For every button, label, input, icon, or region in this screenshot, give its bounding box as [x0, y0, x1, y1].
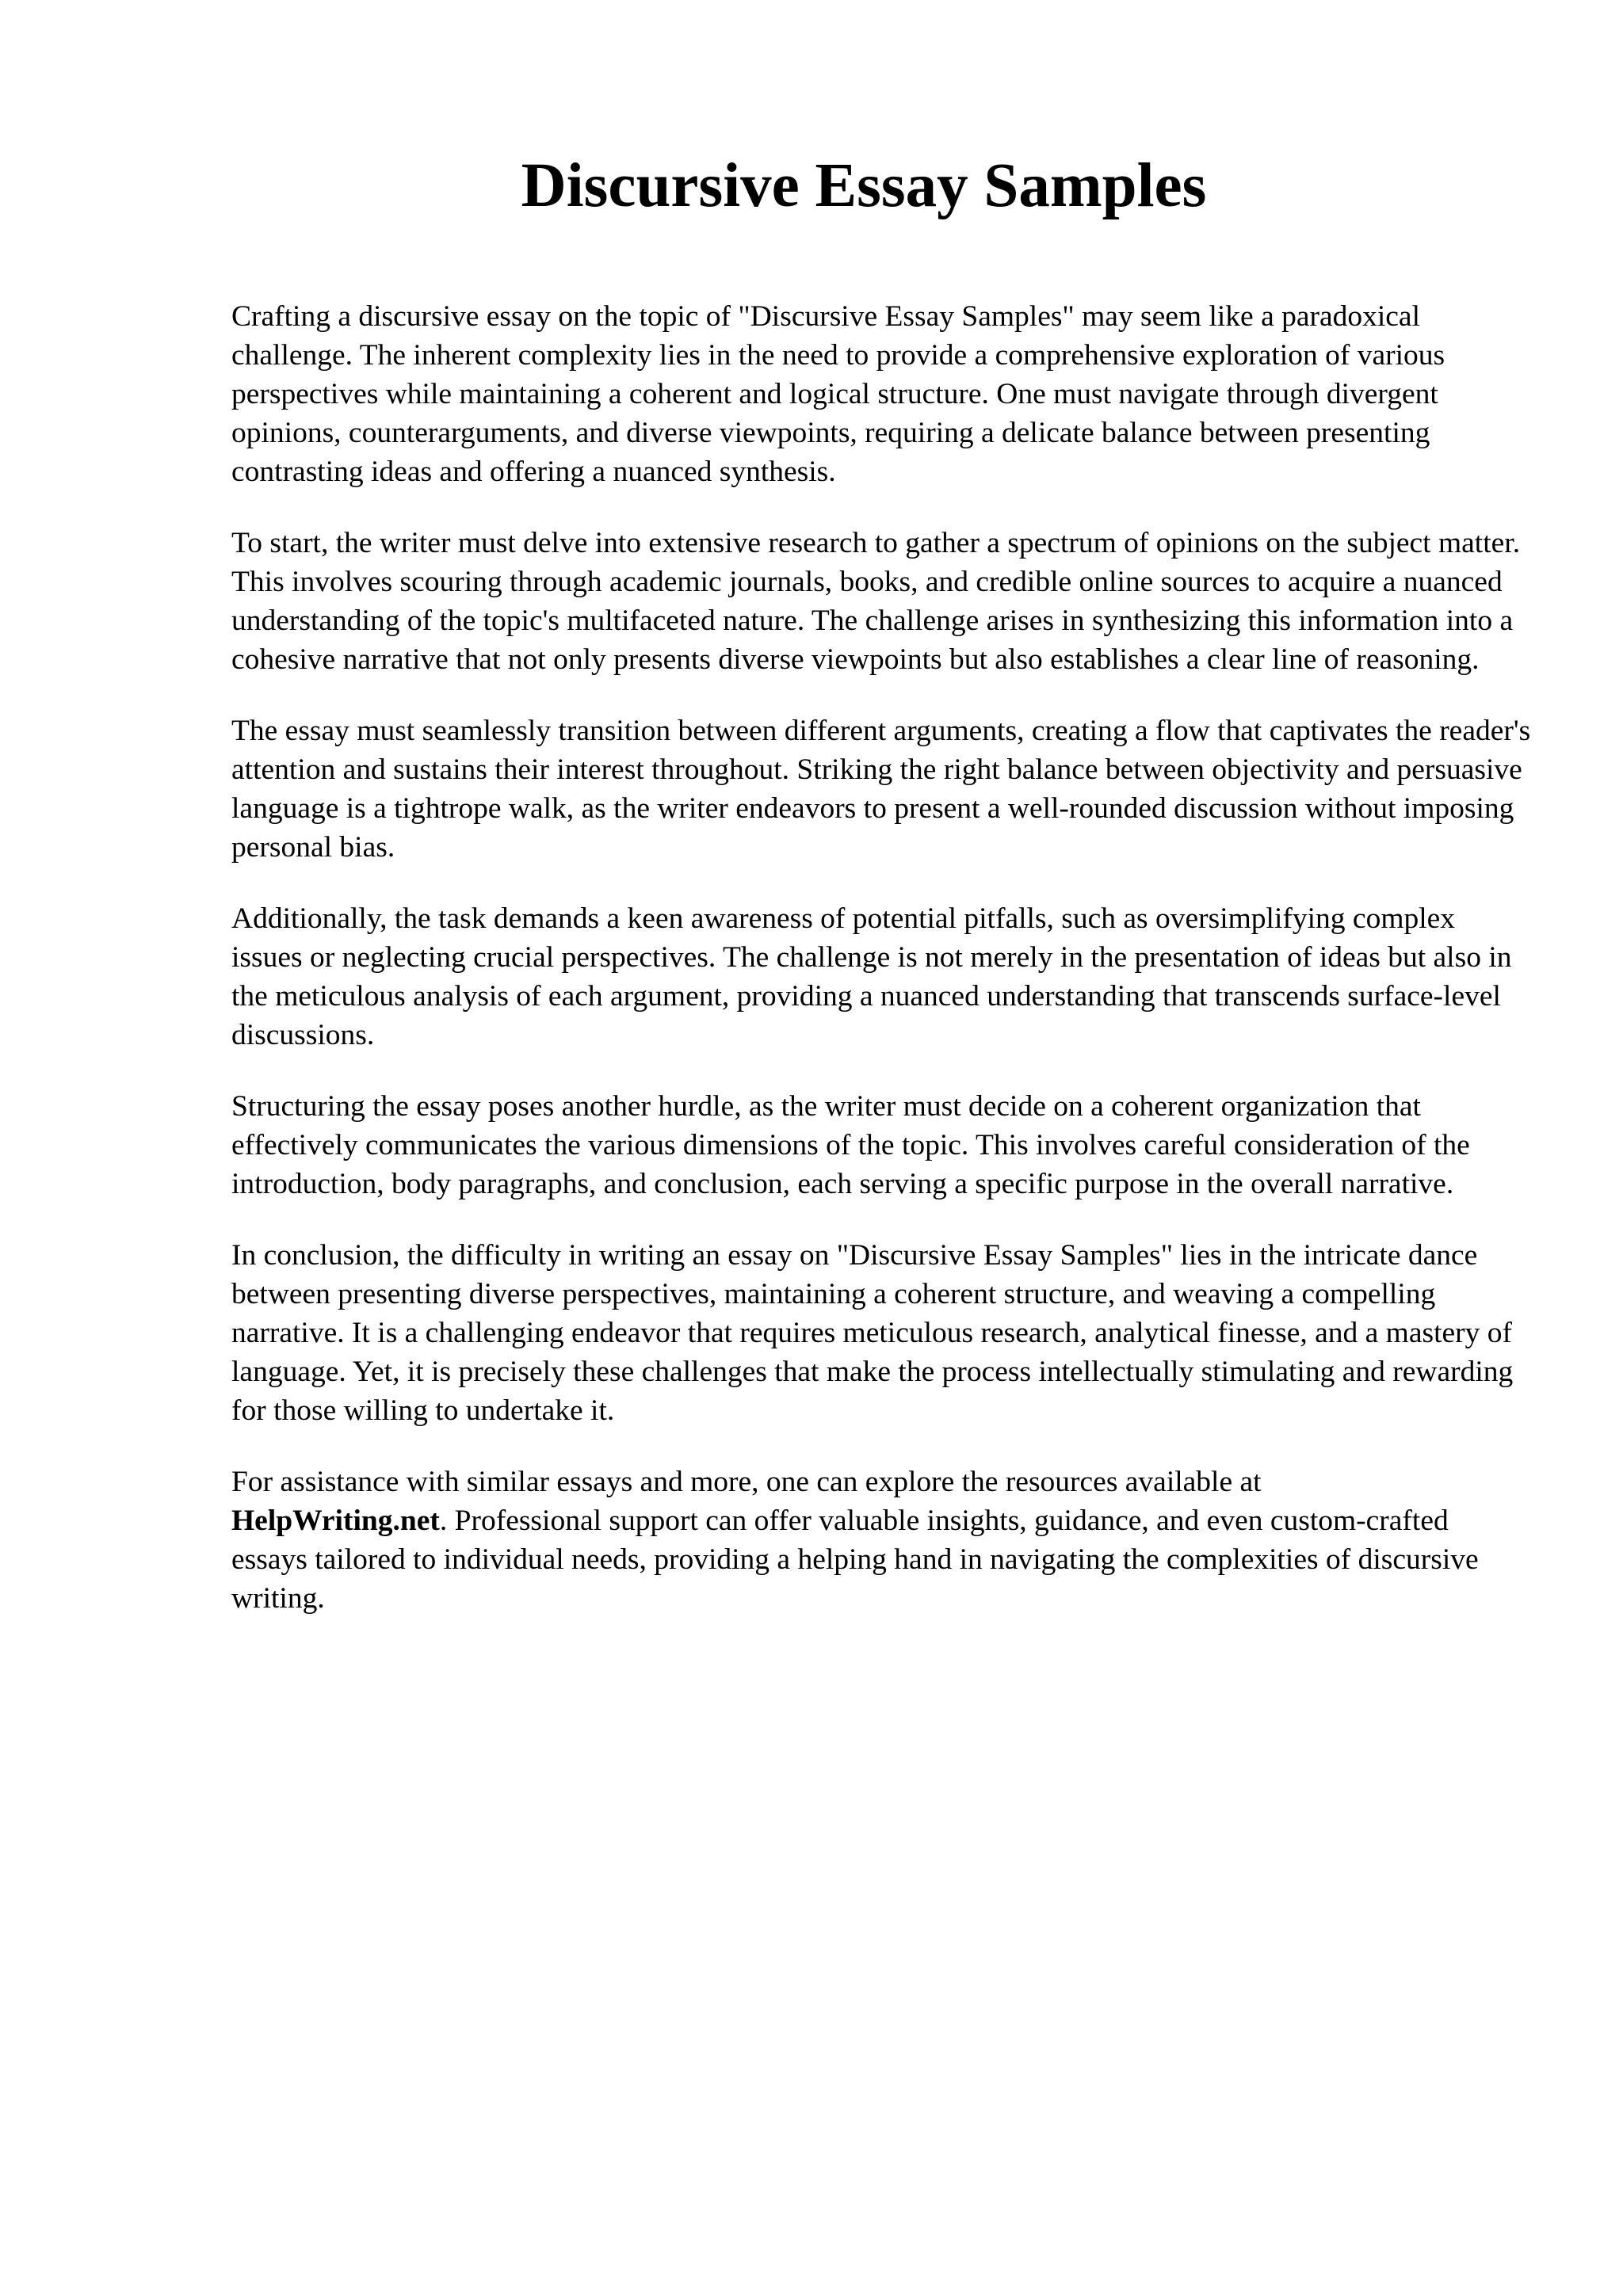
paragraph-pitfalls: Additionally, the task demands a keen awareness of potential pitfalls, such as oversimplifying complex issues or neglecting crucial perspectives. The challenge is not merely in the presentation of ideas but also in the meticulous analysis of each argument, providing a nuanced understanding that transcends surface-level discussions. [231, 902, 1512, 1051]
closing-text-before-link: For assistance with similar essays and more, one can explore the resources available at [231, 1466, 1262, 1498]
paragraph-research: To start, the writer must delve into extensive research to gather a spectrum of opinions on the subject matter. This involves scouring through academic journals, books, and credible online sources to acquire a nuanced understanding of the topic's multifaceted nature. The challenge arises in synthesizing this information into a cohesive narrative that not only presents diverse viewpoints but also establishes a clear line of reasoning. [231, 527, 1521, 676]
paragraph-closing [231, 1463, 1531, 1618]
paragraph-transition: The essay must seamlessly transition between different arguments, creating a flow that captivates the reader's attention and sustains their interest throughout. Striking the right balance between objectivity and persuasive language is a tightrope walk, as the writer endeavors to present a well-rounded discussion without imposing personal bias. [231, 715, 1531, 864]
essay-body [231, 297, 1531, 1650]
closing-text-after-link: . Professional support can offer valuable insights, guidance, and even custom-crafted essays tailored to individual needs, providing a helping hand in navigating the complexities of discursive writing. [231, 1505, 1479, 1615]
paragraph-intro: Crafting a discursive essay on the topic of "Discursive Essay Samples" may seem like a paradoxical challenge. The inherent complexity lies in the need to provide a comprehensive exploration of various perspectives while maintaining a coherent and logical structure. One must navigate through divergent opinions, counterarguments, and diverse viewpoints, requiring a delicate balance between presenting contrasting ideas and offering a nuanced synthesis. [231, 300, 1445, 488]
page-title: Discursive Essay Samples [521, 151, 1207, 220]
paragraph-conclusion: In conclusion, the difficulty in writing an essay on "Discursive Essay Samples" lies in the intricate dance between presenting diverse perspectives, maintaining a coherent structure, and weaving a compelling narrative. It is a challenging endeavor that requires meticulous research, analytical finesse, and a mastery of language. Yet, it is precisely these challenges that make the process intellectually stimulating and rewarding for those willing to undertake it. [231, 1239, 1514, 1427]
paragraph-structure: Structuring the essay poses another hurdle, as the writer must decide on a coherent organization that effectively communicates the various dimensions of the topic. This involves careful consideration of the introduction, body paragraphs, and conclusion, each serving a specific purpose in the overall narrative. [231, 1090, 1470, 1200]
helpwriting-link[interactable]: HelpWriting.net [231, 1505, 440, 1537]
